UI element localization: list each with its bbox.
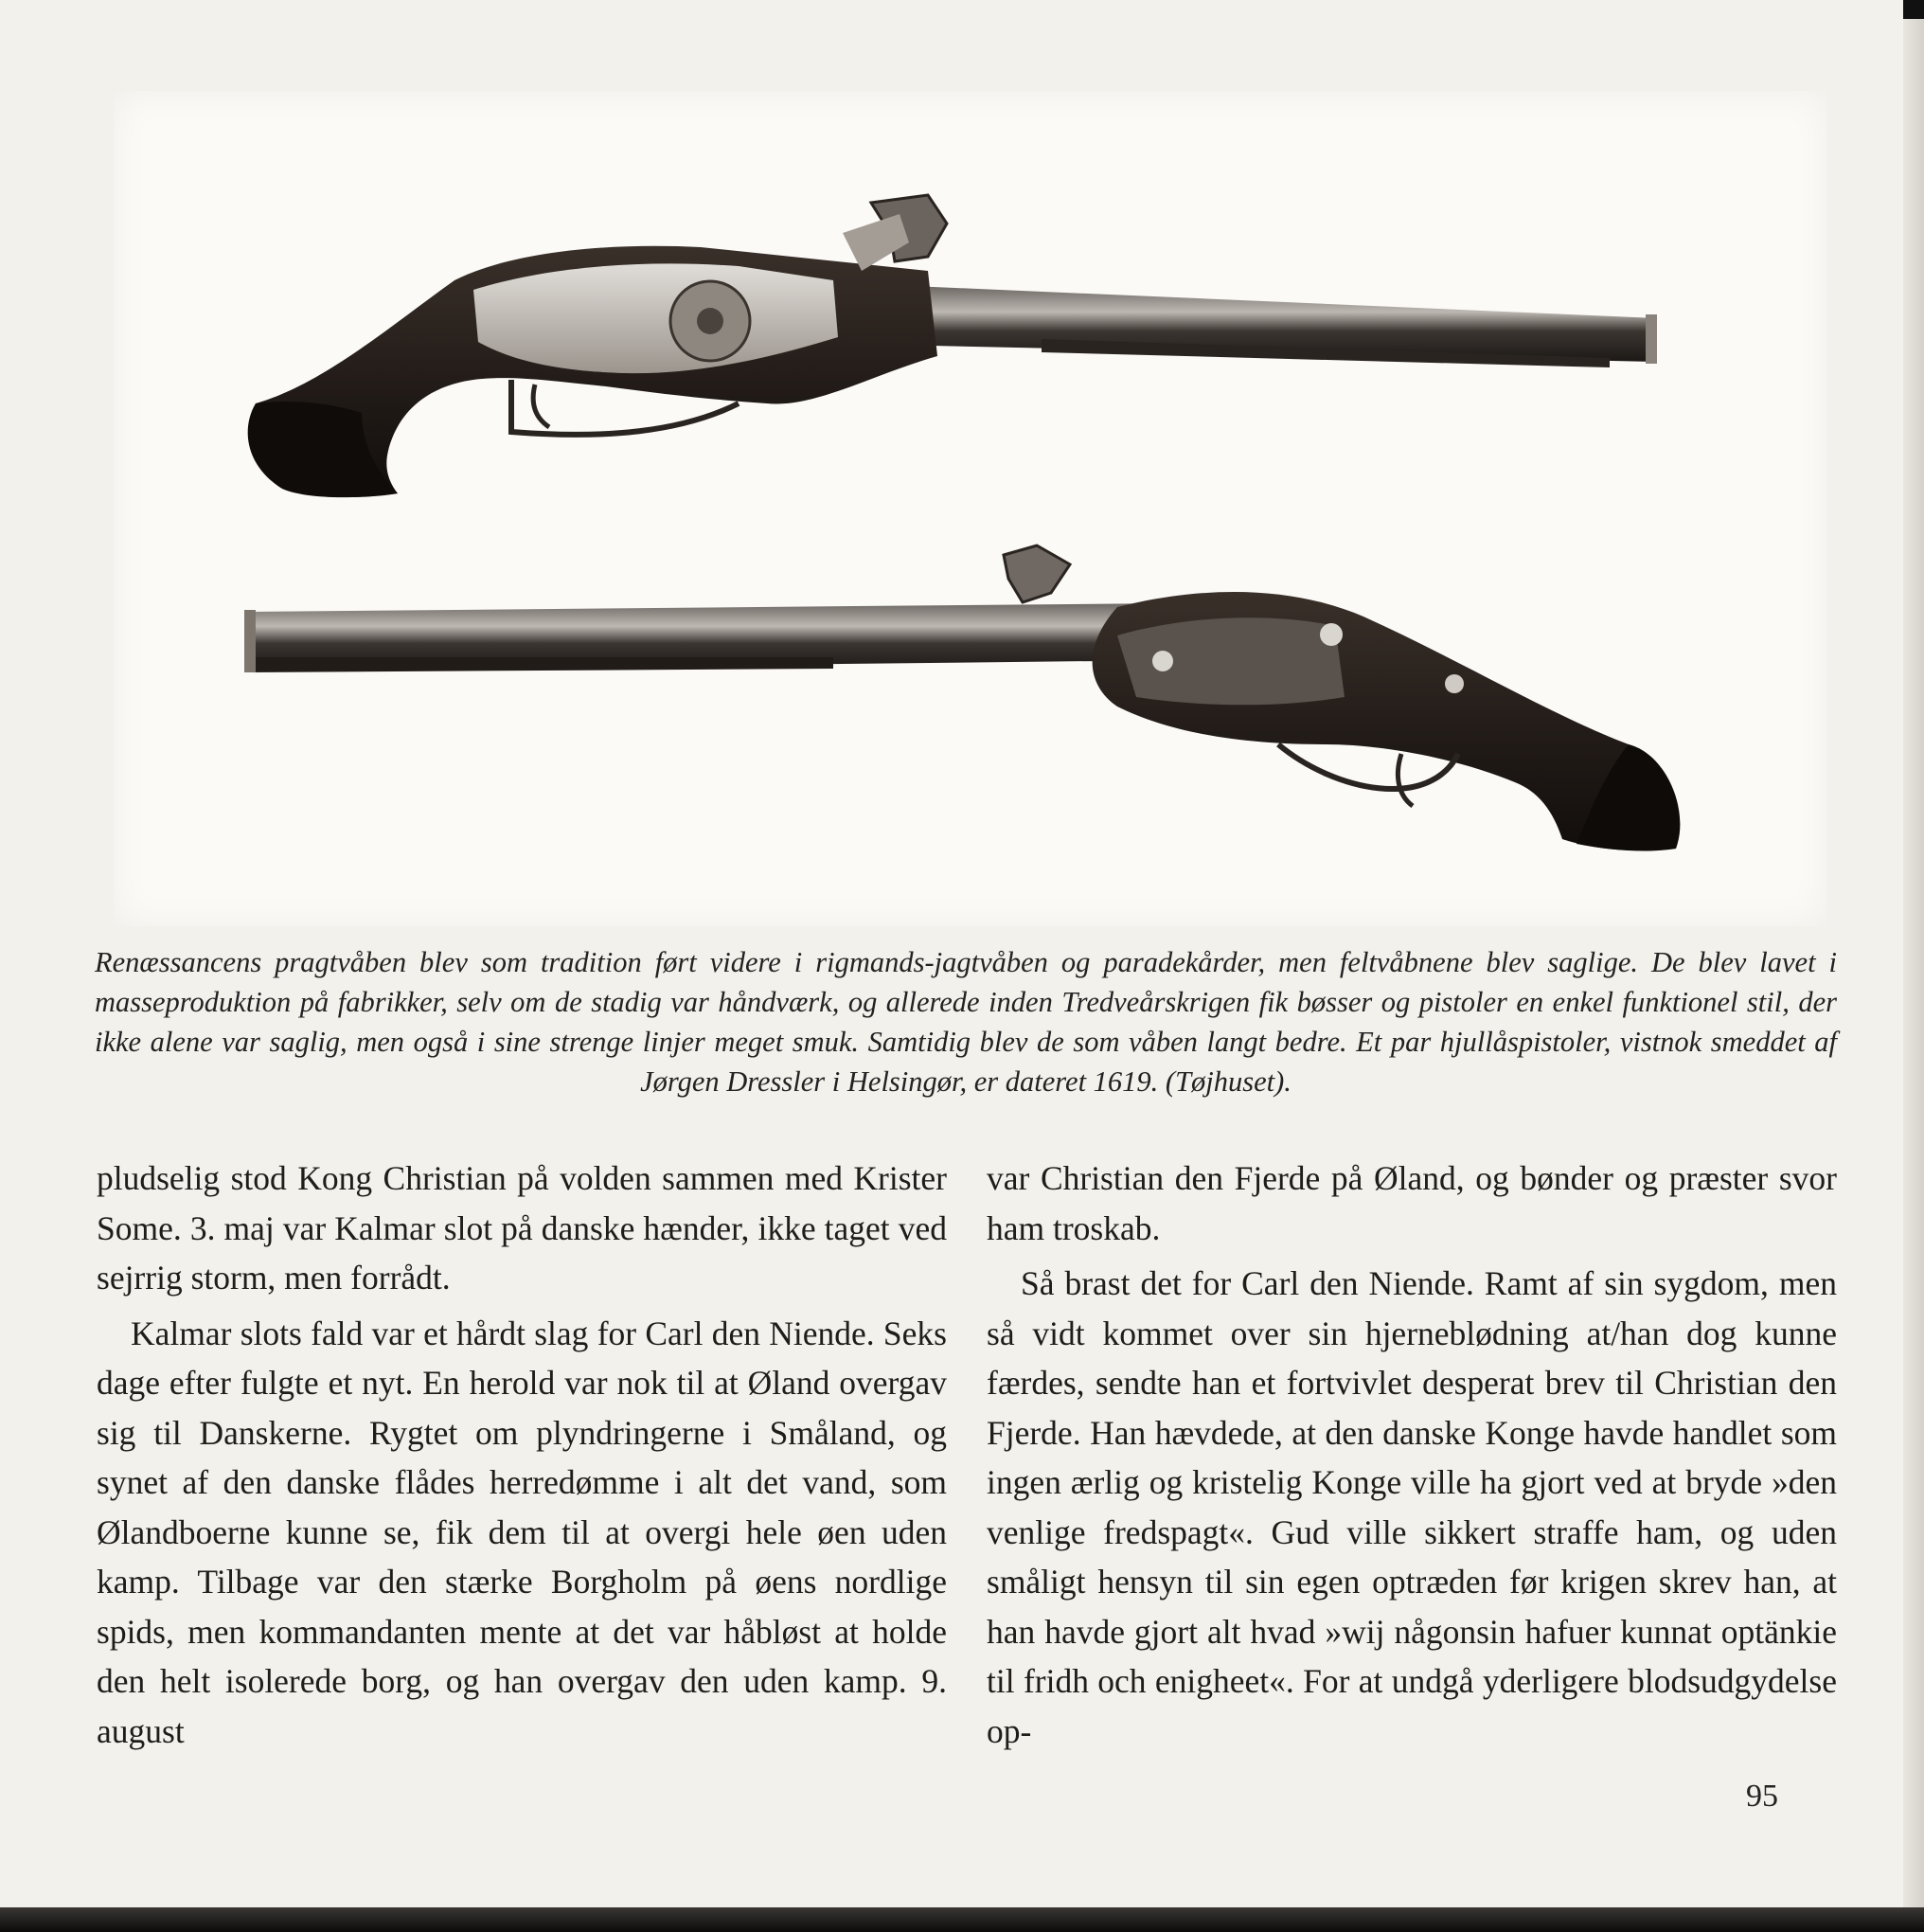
figure-caption: Renæssancens pragtvåben blev som tradition ført videre i rigmands-jagtvåben og paradekårder, men feltvåbnene blev saglige. De blev lavet i masseproduktion på fabrikker, selv om de stadig var håndværk, og allerede inden Tredveårskrigen fik bøsser og pistoler en enkel funktionel stil, der ikke alene var saglig, men også i sine strenge linjer meget smuk. Samtidig blev de som våben langt bedre. Et par hjullåspistoler, vistnok smeddet af Jørgen Dressler i Helsingør, er dateret 1619. (Tøjhuset). [95,946,1837,1098]
body-paragraph: var Christian den Fjerde på Øland, og bønder og præster svor ham troskab. [987,1159,1837,1247]
scan-corner-mark [1903,0,1924,19]
body-paragraph: Kalmar slots fald var et hårdt slag for Carl den Niende. Seks dage efter fulgte et nyt. En herold var nok til at Øland overgav sig til Danskerne. Rygtet om plyndringerne i Småland, og synet af den danske flådes herredømme i alt det vand, som Ølandboerne kunne se, fik dem til at overgi hele øen uden kamp. Tilbage var den stærke Borgholm på øens nordlige spids, men kommandanten mente at det var håbløst at holde den helt isolerede borg, og han overgav den uden kamp. 9. august [97,1314,947,1750]
page-number: 95 [1746,1779,1778,1814]
right-text-column [987,1154,1837,1756]
lower-pistol [244,546,1680,850]
body-paragraph: pludselig stod Kong Christian på volden sammen med Krister Some. 3. maj var Kalmar slot på danske hænder, ikke taget ved sejrrig storm, men forrådt. [97,1159,947,1297]
left-text-column [97,1154,947,1756]
upper-pistol [248,195,1657,497]
page-edge [1903,0,1924,1932]
wheellock-pistols-illustration [114,91,1827,926]
body-paragraph: Så brast det for Carl den Niende. Ramt af sin sygdom, men så vidt kommet over sin hjerneblødning at/han dog kunne færdes, sendte han et fortvivlet desperat brev til Christian den Fjerde. Han hævdede, at den danske Konge havde handlet som ingen ærlig og kristelig Konge ville ha gjort ved at bryde »den venlige fredspagt«. Gud ville sikkert straffe ham, og uden småligt hensyn til sin egen optræden før krigen skrev han, at han havde gjort alt hvad »wij någonsin hafuer kunnat optänkie til fridh och enigheet«. For at undgå yderligere blodsudgydelse op- [987,1264,1837,1750]
scan-bottom-edge [0,1907,1924,1932]
pistols-photograph [114,91,1827,926]
